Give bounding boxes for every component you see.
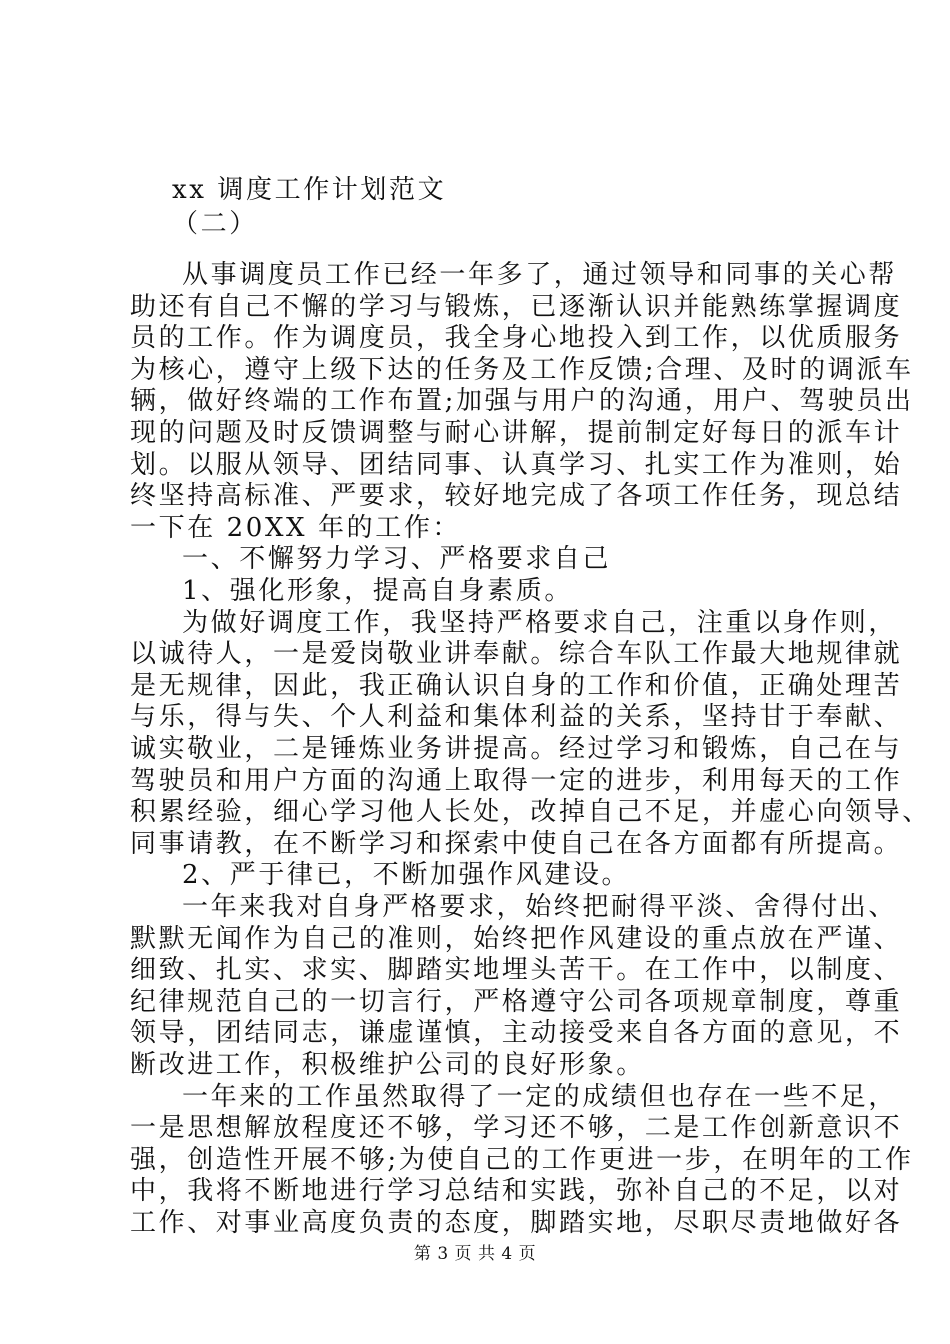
page-number-footer: 第 3 页 共 4 页 (413, 1244, 537, 1264)
paragraph-line: 一下在 20XX 年的工作： (130, 513, 462, 543)
paragraph-line: 一是思想解放程度还不够，学习还不够，二是工作创新意识不 (130, 1113, 903, 1143)
paragraph-line: 与乐，得与失、个人利益和集体利益的关系，坚持甘于奉献、 (130, 702, 903, 732)
paragraph-line: 员的工作。作为调度员，我全身心地投入到工作，以优质服务 (130, 323, 903, 353)
paragraph-line: 为核心，遵守上级下达的任务及工作反馈;合理、及时的调派车 (130, 355, 914, 385)
paragraph-line: 终坚持高标准、严要求，较好地完成了各项工作任务，现总结 (130, 481, 903, 511)
document-subtitle: （二） (172, 209, 258, 239)
paragraph-line: 是无规律，因此，我正确认识自身的工作和价值，正确处理苦 (130, 671, 903, 701)
paragraph-line: 从事调度员工作已经一年多了，通过领导和同事的关心帮 (182, 260, 898, 290)
paragraph-line: 断改进工作，积极维护公司的良好形象。 (130, 1050, 645, 1080)
subsection-heading: 2、严于律已，不断加强作风建设。 (182, 860, 631, 890)
section-heading: 一、不懈努力学习、严格要求自己 (182, 544, 612, 574)
paragraph-line: 工作、对事业高度负责的态度，脚踏实地，尽职尽责地做好各 (130, 1208, 903, 1238)
paragraph-line: 默默无闻作为自己的准则，始终把作风建设的重点放在严谨、 (130, 924, 903, 954)
paragraph-line: 领导，团结同志，谦虚谨慎，主动接受来自各方面的意见，不 (130, 1018, 903, 1048)
paragraph-line: 划。以服从领导、团结同事、认真学习、扎实工作为准则，始 (130, 450, 903, 480)
subsection-heading: 1、强化形象，提高自身素质。 (182, 576, 573, 606)
paragraph-line: 中，我将不断地进行学习总结和实践，弥补自己的不足，以对 (130, 1176, 903, 1206)
paragraph-line: 强，创造性开展不够;为使自己的工作更进一步，在明年的工作 (130, 1145, 914, 1175)
paragraph-line: 为做好调度工作，我坚持严格要求自己，注重以身作则， (182, 608, 898, 638)
paragraph-line: 以诚待人，一是爱岗敬业讲奉献。综合车队工作最大地规律就 (130, 639, 903, 669)
paragraph-line: 助还有自己不懈的学习与锻炼，已逐渐认识并能熟练掌握调度 (130, 292, 903, 322)
paragraph-line: 一年来我对自身严格要求，始终把耐得平淡、舍得付出、 (182, 892, 898, 922)
paragraph-line: 驾驶员和用户方面的沟通上取得一定的进步，利用每天的工作 (130, 766, 903, 796)
paragraph-line: 诚实敬业，二是锤炼业务讲提高。经过学习和锻炼，自己在与 (130, 734, 903, 764)
paragraph-line: 积累经验，细心学习他人长处，改掉自己不足，并虚心向领导、 (130, 797, 931, 827)
paragraph-line: 辆，做好终端的工作布置;加强与用户的沟通，用户、驾驶员出 (130, 386, 914, 416)
paragraph-line: 现的问题及时反馈调整与耐心讲解，提前制定好每日的派车计 (130, 418, 903, 448)
paragraph-line: 细致、扎实、求实、脚踏实地埋头苦干。在工作中，以制度、 (130, 955, 903, 985)
document-title: xx 调度工作计划范文 (172, 175, 447, 205)
paragraph-line: 纪律规范自己的一切言行，严格遵守公司各项规章制度，尊重 (130, 987, 903, 1017)
paragraph-line: 同事请教，在不断学习和探索中使自己在各方面都有所提高。 (130, 829, 903, 859)
paragraph-line: 一年来的工作虽然取得了一定的成绩但也存在一些不足， (182, 1082, 898, 1112)
